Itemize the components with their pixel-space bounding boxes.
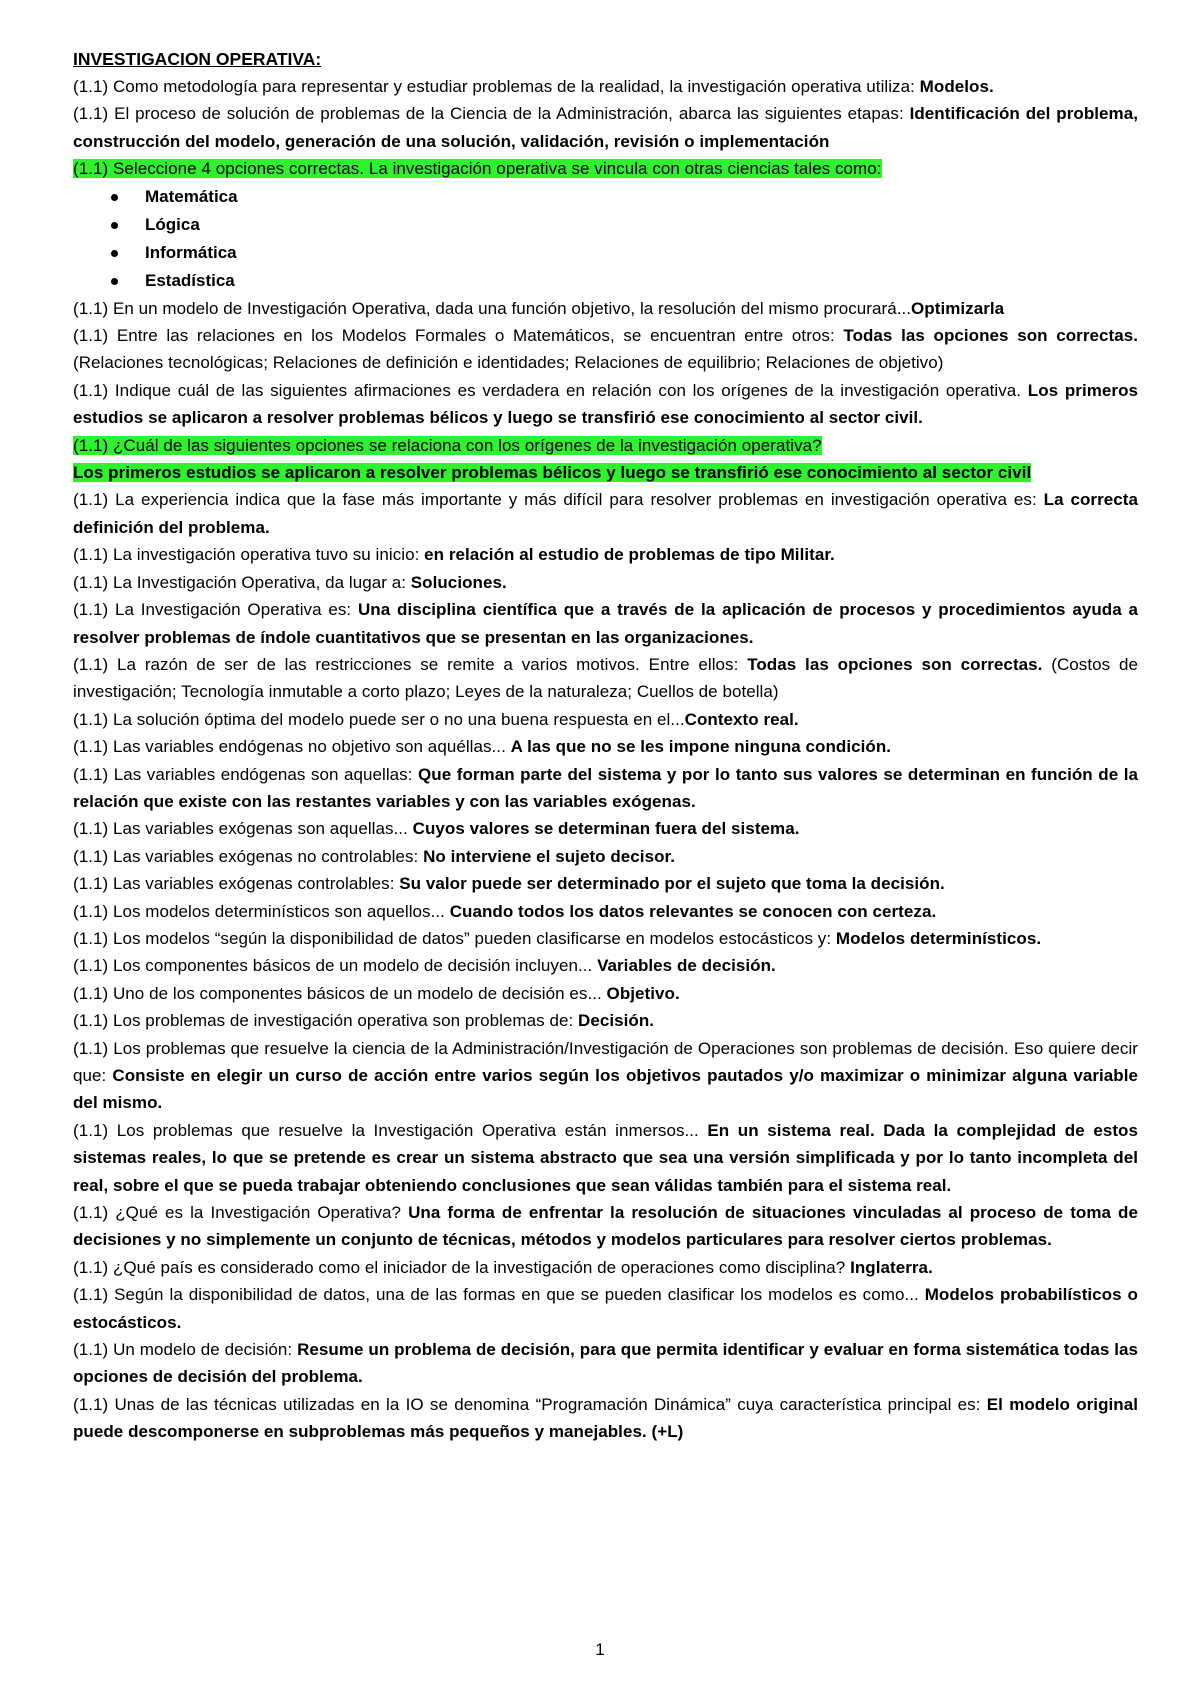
list-item: Lógica <box>73 211 1138 239</box>
question-text: (1.1) Las variables exógenas no controlables: <box>73 846 424 866</box>
qa-item <box>73 925 1138 952</box>
answer-text: En un sistema real. Dada la complejidad de estos sistemas reales, lo que se pretende es crear un sistema abstracto que sea una versión simplificada y por lo tanto incompleta del real, sobre el que se pueda trabajar obteniendo conclusiones que sean válidas también para el sistema real. <box>73 1120 1138 1195</box>
sciences-list <box>73 183 1138 295</box>
answer-text: Modelos. <box>919 77 994 96</box>
answer-text: en relación al estudio de problemas de tipo Militar. <box>424 545 835 565</box>
qa-item <box>73 596 1138 651</box>
question-text: (1.1) La investigación operativa tuvo su inicio: <box>73 545 425 565</box>
question-text: (1.1) Los modelos determinísticos son aquellos... <box>73 901 450 921</box>
qa-item <box>73 952 1138 979</box>
bullet-icon <box>111 222 118 229</box>
question-note: (Relaciones tecnológicas; Relaciones de definición e identidades; Relaciones de equilibrio; Relaciones de objetivo) <box>73 353 944 373</box>
question-text: (1.1) Los modelos “según la disponibilidad de datos” pueden clasificarse en modelos estocásticos y: <box>73 928 836 948</box>
qa-item <box>73 1007 1138 1034</box>
qa-item <box>73 569 1138 596</box>
answer-text: Cuyos valores se determinan fuera del sistema. <box>412 819 800 839</box>
qa-item <box>73 733 1138 760</box>
question-text: (1.1) El proceso de solución de problemas de la Ciencia de la Administración, abarca las siguientes etapas: <box>73 104 910 124</box>
qa-item <box>73 1117 1138 1199</box>
answer-text: Variables de decisión. <box>597 956 776 976</box>
question-text: (1.1) Las variables exógenas controlables: <box>73 874 400 894</box>
answer-text: Resume un problema de decisión, para que permita identificar y evaluar en forma sistemática todas las opciones de decisión del problema. <box>73 1340 1139 1387</box>
qa-item <box>73 541 1138 568</box>
qa-item <box>73 651 1138 706</box>
question-text: (1.1) Según la disponibilidad de datos, una de las formas en que se pueden clasificar los modelos es como... <box>73 1285 925 1305</box>
question-text: (1.1) Los problemas que resuelve la ciencia de la Administración/Investigación de Operaciones son problemas de decisión. Eso quiere decir que: <box>73 1038 1138 1085</box>
question-text: (1.1) Como metodología para representar y estudiar problemas de la realidad, la investigación operativa utiliza: <box>73 77 920 96</box>
answer-text: Contexto real. <box>684 709 799 729</box>
answer-text: Su valor puede ser determinado por el sujeto que toma la decisión. <box>399 874 945 894</box>
qa-item <box>73 761 1138 816</box>
qa-item <box>73 1281 1138 1336</box>
question-text: (1.1) Los problemas que resuelve la Investigación Operativa están inmersos... <box>73 1120 708 1140</box>
answer-text: Decisión. <box>578 1011 655 1031</box>
document-title: INVESTIGACION OPERATIVA: <box>73 49 322 69</box>
answer-text: Los primeros estudios se aplicaron a resolver problemas bélicos y luego se transfirió ese conocimiento al sector civil <box>73 463 1032 483</box>
question-text: (1.1) En un modelo de Investigación Operativa, dada una función objetivo, la resolución del mismo procurará... <box>73 298 912 318</box>
qa-item <box>73 870 1138 897</box>
answer-text: Una disciplina científica que a través de la aplicación de procesos y procedimientos ayuda a resolver problemas de índole cuantitativos que se presentan en las organizaciones. <box>73 600 1139 647</box>
answer-text: La correcta definición del problema. <box>73 490 1138 537</box>
question-text: (1.1) ¿Qué es la Investigación Operativa? <box>73 1203 409 1223</box>
question-text: (1.1) Las variables endógenas no objetivo son aquéllas... <box>73 737 511 757</box>
question-text: (1.1) Las variables exógenas son aquellas... <box>73 819 413 839</box>
qa-item <box>73 1391 1138 1446</box>
qa-item <box>73 815 1138 842</box>
answer-text: Todas las opciones son correctas. <box>747 654 1043 674</box>
question-text: (1.1) Los problemas de investigación operativa son problemas de: <box>73 1011 579 1031</box>
question-text: (1.1) Indique cuál de las siguientes afirmaciones es verdadera en relación con los orígenes de la investigación operativa. <box>73 380 1028 400</box>
question-text: (1.1) Uno de los componentes básicos de un modelo de decisión es... <box>73 983 607 1003</box>
list-item: Informática <box>73 239 1138 267</box>
answer-text: Modelos determinísticos. <box>835 928 1042 948</box>
document-page <box>73 46 1138 1446</box>
question-text: (1.1) Los componentes básicos de un modelo de decisión incluyen... <box>73 956 598 976</box>
qa-item <box>73 980 1138 1007</box>
answer-text: A las que no se les impone ninguna condición. <box>510 737 892 757</box>
answer-text: Objetivo. <box>606 983 680 1003</box>
qa-item <box>73 486 1138 541</box>
page-number: 1 <box>595 1640 605 1659</box>
answer-text: Cuando todos los datos relevantes se conocen con certeza. <box>449 901 937 921</box>
qa-item <box>73 100 1138 155</box>
qa-item <box>73 706 1138 733</box>
answer-text: Los primeros estudios se aplicaron a resolver problemas bélicos y luego se transfirió ese conocimiento al sector civil. <box>73 380 1139 428</box>
answer-text: Optimizarla <box>911 298 1005 318</box>
question-text: (1.1) La Investigación Operativa es: <box>73 600 358 620</box>
question-text: (1.1) ¿Qué país es considerado como el iniciador de la investigación de operaciones como disciplina? <box>73 1257 851 1277</box>
answer-text: Todas las opciones son correctas. <box>843 326 1138 346</box>
qa-item <box>73 1199 1138 1254</box>
question-text: (1.1) La solución óptima del modelo puede ser o no una buena respuesta en el... <box>73 709 685 729</box>
question-text: (1.1) Entre las relaciones en los Modelos Formales o Matemáticos, se encuentran entre otros: <box>73 326 844 346</box>
qa-item <box>73 1254 1138 1281</box>
list-item: Estadística <box>73 267 1138 295</box>
bullet-icon <box>111 278 118 285</box>
answer-text: Identificación del problema, construcción del modelo, generación de una solución, validación, revisión o implementación <box>73 104 1138 151</box>
answer-text: Consiste en elegir un curso de acción entre varios según los objetivos pautados y/o maximizar o minimizar alguna variable del mismo. <box>73 1066 1138 1113</box>
bullet-icon <box>111 250 118 257</box>
qa-item <box>73 322 1138 377</box>
qa-item-highlighted <box>73 155 1138 182</box>
qa-item <box>73 295 1138 322</box>
question-text: (1.1) Unas de las técnicas utilizadas en la IO se denomina “Programación Dinámica” cuya característica principal es: <box>73 1394 987 1414</box>
question-text: (1.1) La Investigación Operativa, da lugar a: <box>73 572 411 592</box>
qa-item <box>73 73 1138 100</box>
answer-text: Que forman parte del sistema y por lo tanto sus valores se determinan en función de la relación que existe con las restantes variables y con las variables exógenas. <box>73 764 1138 811</box>
qa-item <box>73 1336 1138 1391</box>
question-text: (1.1) Un modelo de decisión: <box>73 1340 298 1360</box>
question-text: (1.1) Las variables endógenas son aquellas: <box>73 764 418 784</box>
qa-item-highlighted <box>73 432 1138 487</box>
question-text: (1.1) ¿Cuál de las siguientes opciones se relaciona con los orígenes de la investigación operativa? <box>73 435 822 455</box>
answer-text: El modelo original puede descomponerse en subproblemas más pequeños y manejables. (+L) <box>73 1394 1139 1442</box>
question-text: (1.1) Seleccione 4 opciones correctas. La investigación operativa se vincula con otras ciencias tales como: <box>73 159 882 179</box>
answer-text: Una forma de enfrentar la resolución de situaciones vinculadas al proceso de toma de decisiones y no simplemente un conjunto de técnicas, métodos y modelos particulares para resolver ciertos problemas. <box>73 1203 1138 1250</box>
answer-text: Modelos probabilísticos o estocásticos. <box>73 1285 1138 1332</box>
qa-item <box>73 843 1138 870</box>
qa-item <box>73 377 1138 432</box>
qa-item <box>73 1035 1138 1117</box>
bullet-icon <box>111 194 118 201</box>
answer-text: Inglaterra. <box>850 1257 933 1277</box>
answer-text: Soluciones. <box>410 572 507 592</box>
list-item: Matemática <box>73 183 1138 211</box>
answer-text: No interviene el sujeto decisor. <box>423 846 676 866</box>
question-text: (1.1) La experiencia indica que la fase más importante y más difícil para resolver problemas en investigación operativa es: <box>73 490 1044 510</box>
question-text: (1.1) La razón de ser de las restricciones se remite a varios motivos. Entre ellos: <box>73 654 748 674</box>
question-note: (Costos de investigación; Tecnología inmutable a corto plazo; Leyes de la naturaleza; Cuellos de botella) <box>73 654 1138 702</box>
qa-item <box>73 898 1138 925</box>
